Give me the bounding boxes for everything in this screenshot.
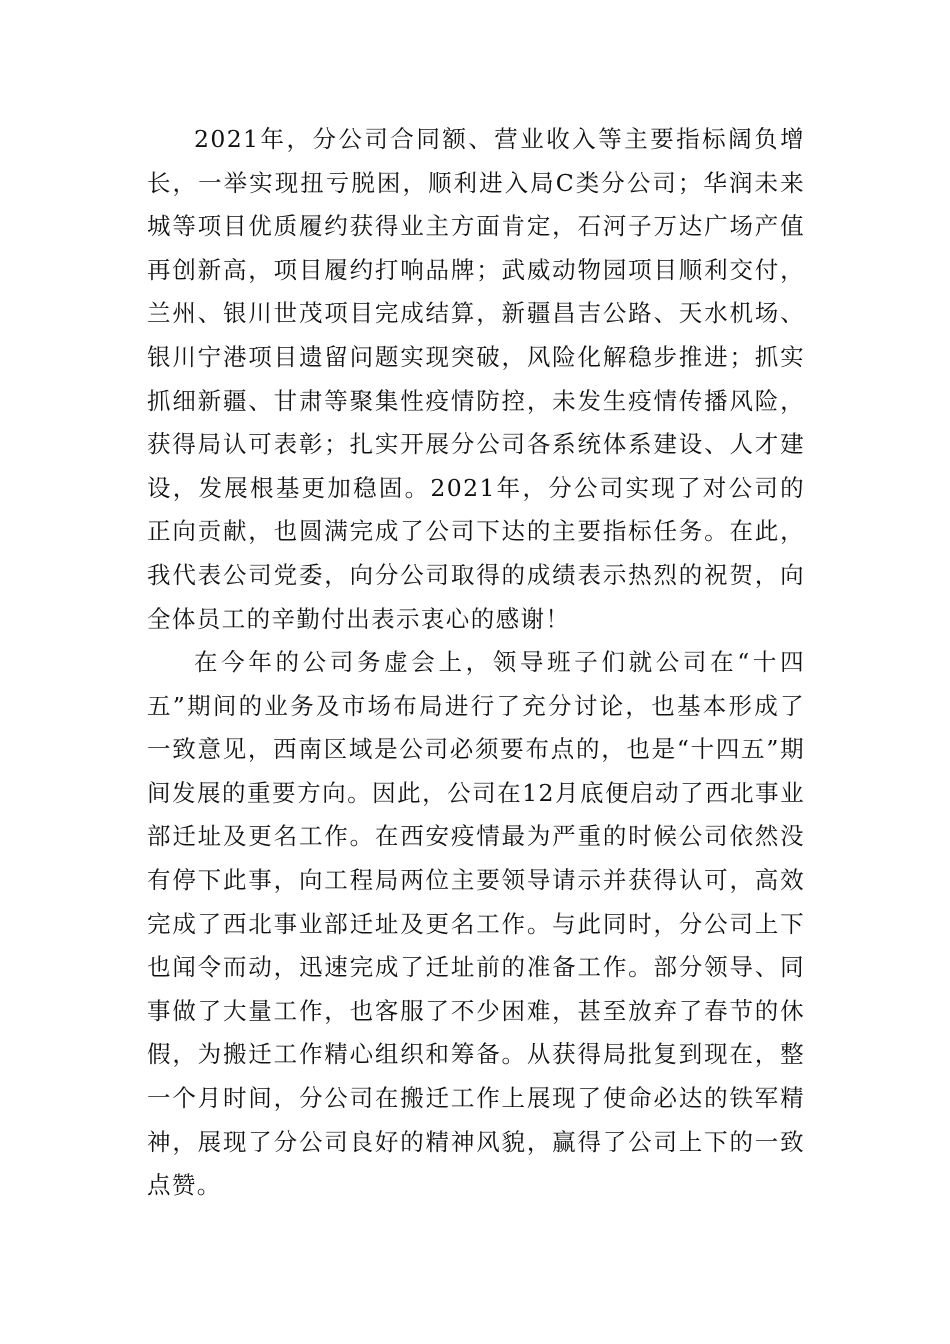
- paragraph-1: 2021年，分公司合同额、营业收入等主要指标阔负增长，一举实现扭亏脱困，顺利进入局C类分公司；华润未来城等项目优质履约获得业主方面肯定，石河子万达广场产值再创新高，项目履约打响品牌；武威动物园项目顺利交付，兰州、银川世茂项目完成结算，新疆昌吉公路、天水机场、银川宁港项目遗留问题实现突破，风险化解稳步推进；抓实抓细新疆、甘肃等聚集性疫情防控，未发生疫情传播风险，获得局认可表彰；扎实开展分公司各系统体系建设、人才建设，发展根基更加稳固。2021年，分公司实现了对公司的正向贡献，也圆满完成了公司下达的主要指标任务。在此，我代表公司党委，向分公司取得的成绩表示热烈的祝贺，向全体员工的辛勤付出表示衷心的感谢！: [147, 125, 805, 633]
- paragraph-2: 在今年的公司务虚会上，领导班子们就公司在“十四五”期间的业务及市场布局进行了充分讨论，也基本形成了一致意见，西南区域是公司必须要布点的，也是“十四五”期间发展的重要方向。因此，公司在12月底便启动了西北事业部迁址及更名工作。在西安疫情最为严重的时候公司依然没有停下此事，向工程局两位主要领导请示并获得认可，高效完成了西北事业部迁址及更名工作。与此同时，分公司上下也闻令而动，迅速完成了迁址前的准备工作。部分领导、同事做了大量工作，也客服了不少困难，甚至放弃了春节的休假，为搬迁工作精心组织和筹备。从获得局批复到现在，整一个月时间，分公司在搬迁工作上展现了使命必达的铁军精神，展现了分公司良好的精神风貌，赢得了公司上下的一致点赞。: [147, 648, 805, 1200]
